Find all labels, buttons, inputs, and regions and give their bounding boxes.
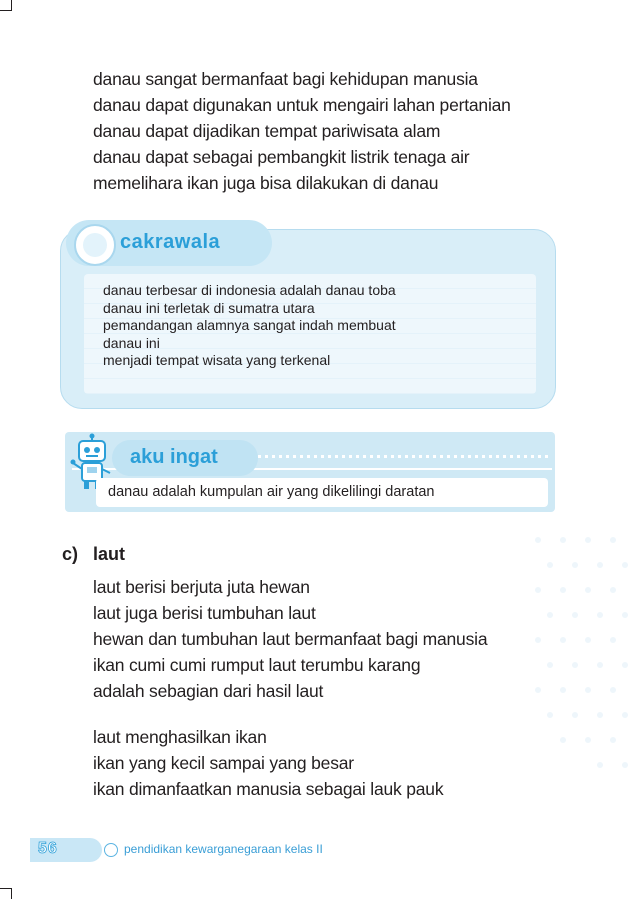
laut-line: adalah sebagian dari hasil laut	[93, 681, 324, 701]
section-marker: c)	[62, 544, 79, 564]
dot-pattern-decoration	[518, 520, 638, 860]
laut-line: laut berisi berjuta juta hewan	[93, 577, 310, 597]
cakrawala-line: danau terbesar di indonesia adalah danau toba	[103, 282, 396, 298]
intro-paragraph	[93, 66, 511, 196]
cakrawala-line: menjadi tempat wisata yang terkenal	[103, 352, 331, 368]
intro-line: danau sangat bermanfaat bagi kehidupan manusia	[93, 69, 478, 89]
aku-ingat-dotted-line	[258, 455, 550, 458]
section-c-heading	[62, 544, 125, 565]
cakrawala-title: cakrawala	[120, 231, 221, 253]
crop-mark-bottom-left-v	[11, 888, 12, 899]
cakrawala-line: danau ini terletak di sumatra utara	[103, 299, 315, 316]
book-title: pendidikan kewarganegaraan kelas II	[124, 842, 323, 856]
cakrawala-line: danau ini	[103, 334, 160, 351]
cakrawala-line: pemandangan alamnya sangat indah membuat	[103, 317, 396, 333]
laut-line: ikan cumi cumi rumput laut terumbu karang	[93, 655, 421, 675]
laut-paragraph-2	[93, 724, 443, 802]
circle-bullet-icon	[104, 843, 118, 857]
intro-line: danau dapat digunakan untuk mengairi lahan pertanian	[93, 95, 511, 115]
crop-mark-top-left-v	[11, 0, 12, 11]
intro-line: danau dapat dijadikan tempat pariwisata alam	[93, 121, 441, 141]
aku-ingat-title: aku ingat	[130, 446, 218, 468]
intro-line: danau dapat sebagai pembangkit listrik tenaga air	[93, 147, 470, 167]
laut-line: ikan yang kecil sampai yang besar	[93, 753, 354, 773]
section-title: laut	[93, 544, 126, 564]
laut-line: ikan dimanfaatkan manusia sebagai lauk pauk	[93, 779, 444, 799]
page-number: 56	[38, 840, 58, 857]
intro-line: memelihara ikan juga bisa dilakukan di danau	[93, 173, 439, 193]
laut-paragraph-1	[93, 574, 487, 704]
laut-line: hewan dan tumbuhan laut bermanfaat bagi manusia	[93, 629, 488, 649]
laut-line: laut juga berisi tumbuhan laut	[93, 603, 316, 623]
circle-bullet-icon	[74, 224, 116, 266]
cakrawala-text	[103, 282, 396, 370]
aku-ingat-text: danau adalah kumpulan air yang dikelilingi daratan	[108, 484, 435, 500]
laut-line: laut menghasilkan ikan	[93, 727, 267, 747]
